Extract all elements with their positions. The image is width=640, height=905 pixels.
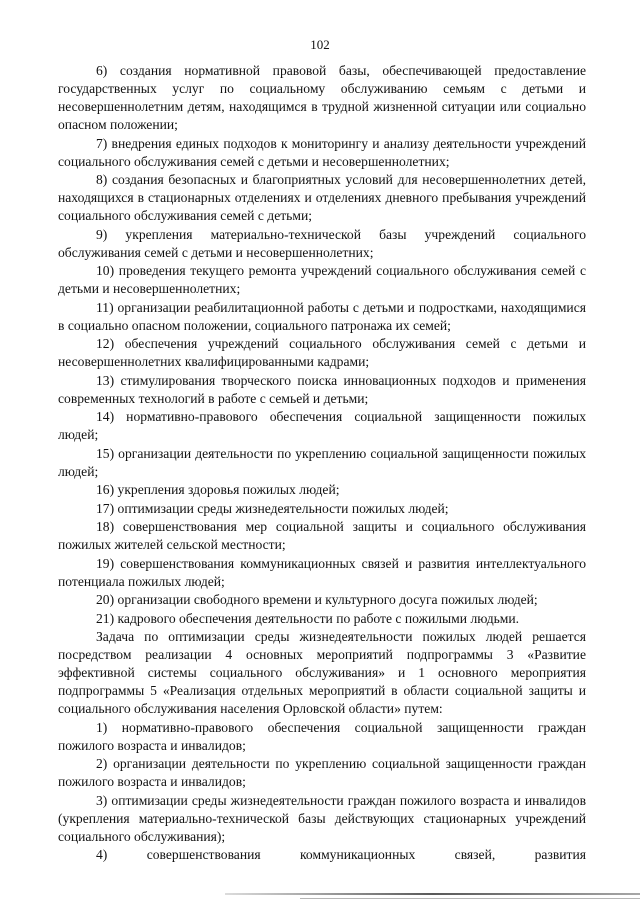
paragraph-item-20: 20) организации свободного времени и культурного досуга пожилых людей; [96, 592, 538, 607]
paragraph-item-19: 19) совершенствования коммуникационных связей и развития интеллектуального потенциала пожилых людей; [58, 555, 586, 589]
paragraph-measure-4: 4) совершенствования коммуникационных связей, развития [96, 847, 586, 862]
paragraph-item-12: 12) обеспечения учреждений социального обслуживания семей с детьми и несовершеннолетних квалифицированными кадрами; [58, 336, 586, 369]
paragraph-item-18: 18) совершенствования мер социальной защиты и социального обслуживания пожилых жителей сельской местности; [58, 519, 586, 552]
paragraph-measure-2: 2) организации деятельности по укреплению социальной защищенности граждан пожилого возраста и инвалидов; [58, 756, 586, 789]
paragraph-item-9: 9) укрепления материально-технической базы учреждений социального обслуживания семей с детьми и несовершеннолетних; [58, 226, 586, 260]
paragraph-item-17: 17) оптимизации среды жизнедеятельности пожилых людей; [96, 500, 449, 516]
paragraph-item-15: 15) организации деятельности по укреплению социальной защищенности пожилых людей; [58, 445, 586, 479]
scan-artifact-line-thin [300, 898, 640, 899]
paragraph-item-13: 13) стимулирования творческого поиска инновационных подходов и применения современных технологий в работе с семьей и детьми; [58, 372, 586, 406]
paragraph-item-11: 11) организации реабилитационной работы с детьми и подростками, находящимися в социально опасном положении, социального патронажа их семей; [58, 299, 586, 333]
paragraph-measure-3: 3) оптимизации среды жизнедеятельности граждан пожилого возраста и инвалидов (укрепления материально-технической базы действующих стационарных учреждений социального обслуживания); [58, 792, 586, 844]
document-body [58, 62, 586, 865]
scan-artifact-line [225, 893, 640, 895]
paragraph-item-8: 8) создания безопасных и благоприятных условий для несовершеннолетних детей, находящихся в стационарных отделениях и отделениях дневного пребывания учреждений социального обслуживания семей с детьми; [58, 172, 586, 223]
paragraph-item-6: 6) создания нормативной правовой базы, обеспечивающей предоставление государственных услуг по социальному обслуживанию семьям с детьми и несовершеннолетним детям, находящимся в трудной жизненной ситуации или социально опасном положении; [58, 63, 586, 132]
paragraph-task-description: Задача по оптимизации среды жизнедеятельности пожилых людей решается посредством реализации 4 основных мероприятий подпрограммы 3 «Развитие эффективной системы социального обслуживания» и 1 основного мероприятия подпрограммы 5 «Реализация отдельных мероприятий в области социальной защиты и социального обслуживания населения Орловской области» путем: [58, 629, 586, 716]
paragraph-item-16: 16) укрепления здоровья пожилых людей; [96, 482, 340, 497]
page-number: 102 [310, 37, 330, 52]
paragraph-item-7: 7) внедрения единых подходов к мониторингу и анализу деятельности учреждений социального обслуживания семей с детьми и несовершеннолетних; [58, 135, 586, 169]
paragraph-item-10: 10) проведения текущего ремонта учреждений социального обслуживания семей с детьми и несовершеннолетних; [58, 263, 586, 296]
paragraph-measure-1: 1) нормативно-правового обеспечения социальной защищенности граждан пожилого возраста и инвалидов; [58, 719, 586, 753]
paragraph-item-21: 21) кадрового обеспечения деятельности по работе с пожилыми людьми. [96, 610, 520, 626]
paragraph-item-14: 14) нормативно-правового обеспечения социальной защищенности пожилых людей; [58, 409, 586, 442]
